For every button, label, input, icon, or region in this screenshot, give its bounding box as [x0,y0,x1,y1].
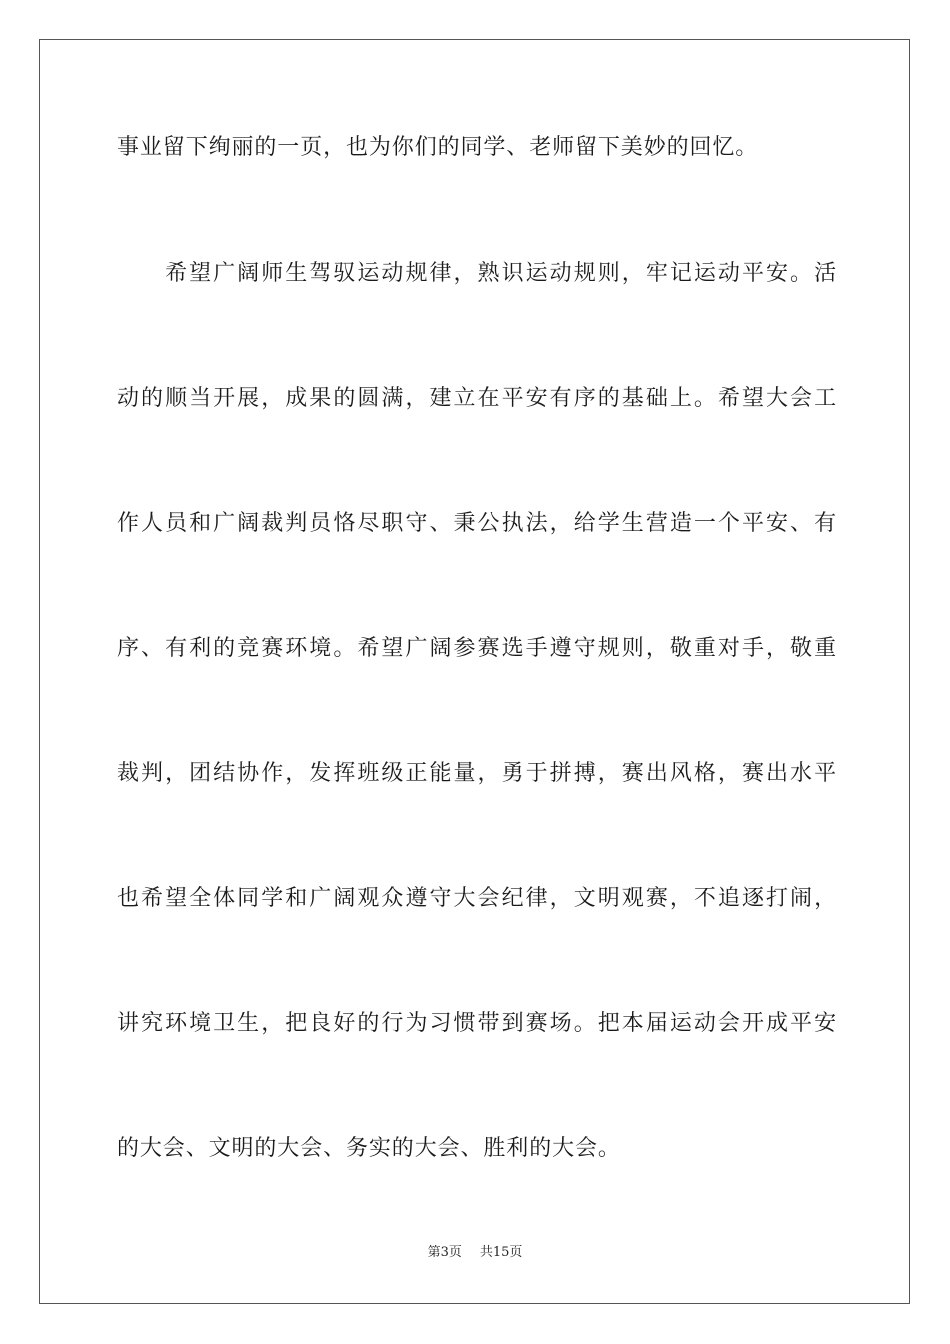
page-number: 第3页 [427,1245,462,1260]
text-line: 动的顺当开展，成果的圆满，建立在平安有序的基础上。希望大会工 [117,386,837,411]
text-line: 讲究环境卫生，把良好的行为习惯带到赛场。把本届运动会开成平安 [117,1011,837,1036]
text-line: 也希望全体同学和广阔观众遵守大会纪律，文明观赛，不追逐打闹， [117,886,837,911]
text-line: 事业留下绚丽的一页，也为你们的同学、老师留下美妙的回忆。 [117,135,759,160]
page-border [39,39,910,1304]
text-line: 序、有利的竞赛环境。希望广阔参赛选手遵守规则，敬重对手，敬重 [117,636,837,661]
text-line: 的大会、文明的大会、务实的大会、胜利的大会。 [117,1136,621,1161]
text-line: 裁判，团结协作，发挥班级正能量，勇于拼搏，赛出风格，赛出水平 [117,761,837,786]
text-line: 希望广阔师生驾驭运动规律，熟识运动规则，牢记运动平安。活 [117,261,837,286]
text-line: 作人员和广阔裁判员恪尽职守、秉公执法，给学生营造一个平安、有 [117,511,837,536]
page-footer [0,1244,950,1262]
page-total: 共15页 [479,1245,523,1260]
